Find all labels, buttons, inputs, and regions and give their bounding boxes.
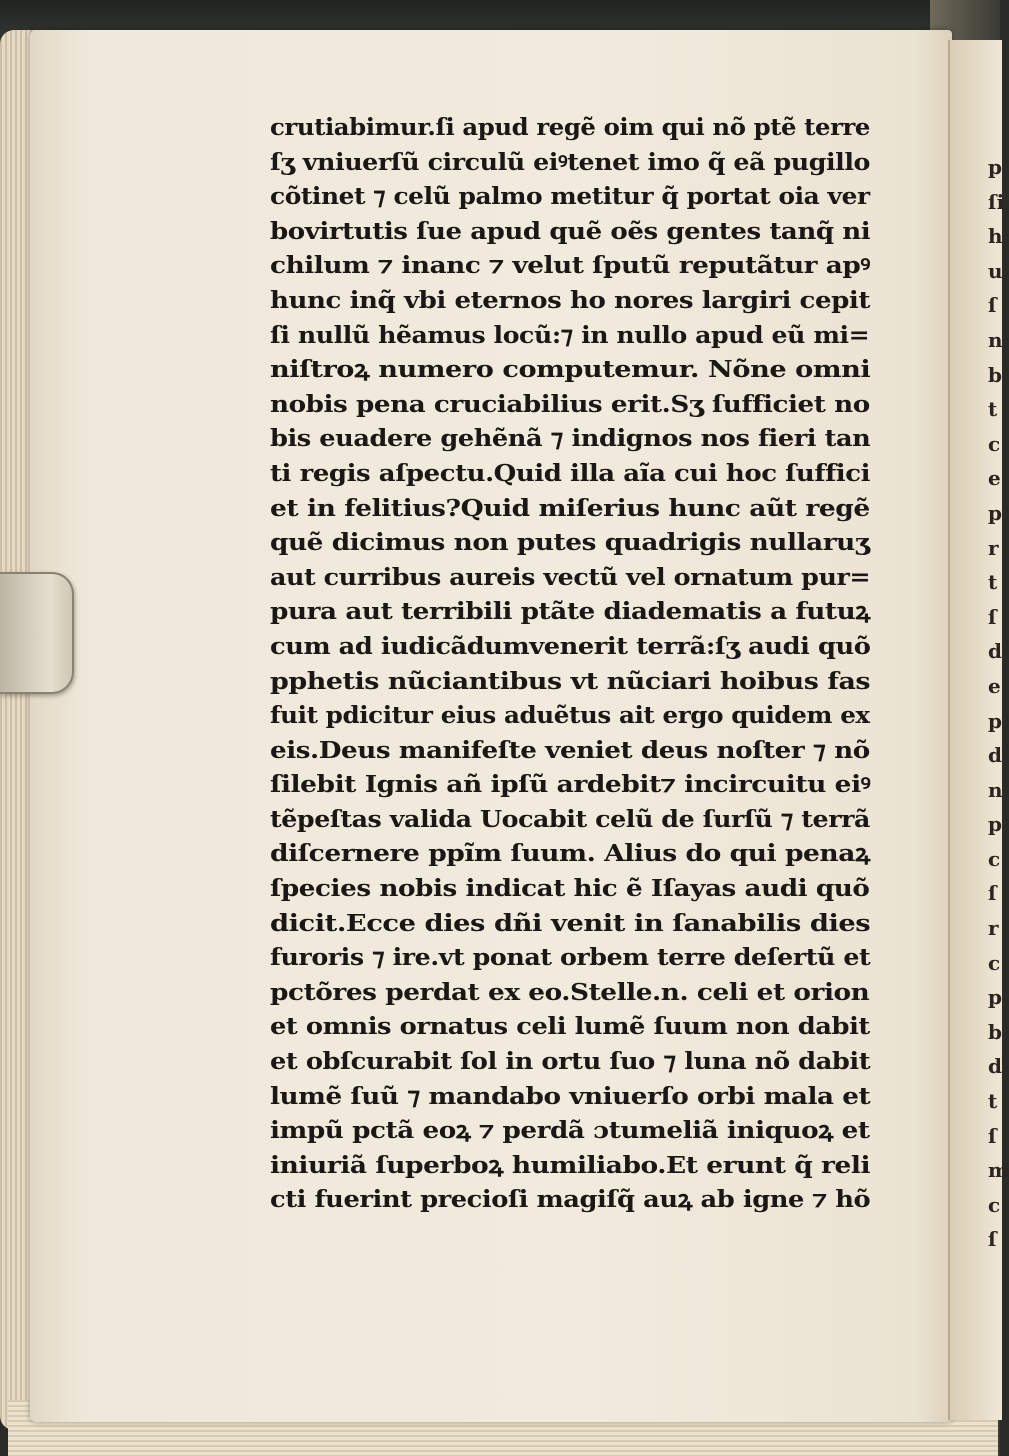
text-line: bovirtutis ſue apud quẽ oẽs gentes tanq̃ ni — [270, 216, 871, 245]
text-line: furoris ⁊ ire.vt ponat orbem terre deſertũ et — [270, 943, 871, 972]
margin-fragment: ſ — [988, 293, 997, 318]
margin-fragment: c — [988, 950, 1001, 975]
margin-fragment: t — [988, 397, 998, 422]
margin-fragment: u — [988, 258, 1003, 283]
text-line: niſtroꝝ numero computemur. Nõne omni — [270, 355, 871, 384]
margin-fragment: t — [988, 1089, 998, 1114]
margin-fragment: m — [988, 1158, 1009, 1183]
text-line: pphetis nũciantibus vt nũciari hoibus fas — [270, 666, 871, 695]
margin-fragment: ſ — [988, 1123, 997, 1148]
text-line: hunc inq̃ vbi eternos ho nores largiri cepit — [270, 285, 870, 314]
text-line: ti regis aſpectu.Quid illa aĩa cui hoc ſuffici — [270, 458, 871, 487]
text-line: et in felitius?Quid miſerius hunc aũt regẽ — [270, 493, 870, 522]
text-line: chilum ⁊ inanc ⁊ velut ſputũ reputãtur apꝰ — [270, 251, 870, 280]
text-line: cum ad iudicãdumvenerit terrã:ſʒ audi quõ — [270, 631, 871, 660]
text-line: bis euadere gehẽnã ⁊ indignos nos fieri tan — [270, 424, 871, 453]
margin-fragment: r — [988, 916, 999, 941]
text-line: pctõres perdat ex eo.Stelle.n. celi et orion — [270, 977, 870, 1006]
margin-fragment: ſi — [988, 189, 1005, 214]
text-line: lumẽ ſuũ ⁊ mandabo vniuerſo orbi mala et — [270, 1081, 871, 1110]
text-line: fuit pdicitur eius aduẽtus ait ergo quidem ex — [270, 701, 870, 730]
margin-fragment: h — [988, 224, 1003, 249]
text-line: aut curribus aureis vectũ vel ornatum pur= — [270, 562, 871, 591]
text-line: impũ pctã eoꝝ ⁊ perdã ɔtumeliã iniquoꝝ et — [270, 1116, 870, 1145]
margin-fragment: d — [988, 639, 1002, 664]
margin-fragment: e — [988, 673, 1001, 698]
text-line: dicit.Ecce dies dñi venit in ſanabilis dies — [270, 908, 871, 937]
margin-fragment: p — [988, 812, 1002, 837]
text-line: ſi nullũ hẽamus locũ:⁊ in nullo apud eũ mi= — [270, 320, 870, 349]
margin-fragment: ſ — [988, 604, 997, 629]
margin-fragment: p — [988, 500, 1002, 525]
text-line: ſʒ vniuerſũ circulũ eiꝰtenet imo q̃ eã pugillo — [270, 147, 870, 176]
margin-fragment: c — [988, 1192, 1001, 1217]
text-line: pura aut terribili ptãte diadematis a futuꝝ — [270, 597, 871, 626]
margin-fragment: c — [988, 431, 1001, 456]
text-line: et omnis ornatus celi lumẽ ſuum non dabit — [270, 1012, 870, 1041]
margin-fragment: ſ — [988, 881, 997, 906]
text-line: iniuriã ſuperboꝝ humiliabo.Et erunt q̃ reli — [270, 1150, 871, 1179]
margin-fragment: c — [988, 846, 1001, 871]
book-clasp — [0, 572, 74, 694]
margin-fragment: n — [988, 327, 1003, 352]
margin-fragment: ſ — [988, 1227, 997, 1252]
margin-fragment: n — [988, 777, 1003, 802]
margin-fragment: b — [988, 362, 1002, 387]
margin-fragment: d — [988, 743, 1002, 768]
text-line: ſilebit Ignis añ ipſũ ardebit⁊ incircuitu eiꝰ — [270, 770, 871, 799]
margin-fragment: d — [988, 1054, 1002, 1079]
text-line: cti fuerint precioſi magiſq̃ auꝝ ab igne ⁊ hõ — [270, 1185, 871, 1214]
text-block — [270, 110, 880, 1217]
facing-page-text-fragments — [988, 150, 1009, 1257]
text-line: nobis pena cruciabilius erit.Sʒ ſufficiet no — [270, 389, 870, 418]
text-line: quẽ dicimus non putes quadrigis nullaruʒ — [270, 528, 870, 557]
margin-fragment: p — [988, 155, 1002, 179]
text-line: ſpecies nobis indicat hic ẽ Iſayas audi quõ — [270, 874, 870, 903]
text-line: cõtinet ⁊ celũ palmo metitur q̃ portat oia ver — [270, 182, 870, 211]
margin-fragment: p — [988, 708, 1002, 733]
text-line: et obſcurabit ſol in ortu ſuo ⁊ luna nõ dabit — [270, 1047, 871, 1076]
text-line: eis.Deus manifeſte veniet deus noſter ⁊ nõ — [270, 735, 870, 764]
margin-fragment: b — [988, 1019, 1002, 1044]
text-line: diſcernere ppĩm ſuum. Alius do qui penaꝝ — [270, 839, 870, 868]
margin-fragment: p — [988, 985, 1002, 1010]
margin-fragment: r — [988, 535, 999, 560]
text-line: tẽpeſtas valida Uocabit celũ de ſurſũ ⁊ terrã — [270, 804, 871, 833]
text-line: crutiabimur.ſi apud regẽ oim qui nõ ptẽ terre — [270, 113, 870, 141]
facing-page-edge — [948, 40, 1009, 1420]
margin-fragment: e — [988, 466, 1001, 491]
margin-fragment: t — [988, 570, 998, 595]
